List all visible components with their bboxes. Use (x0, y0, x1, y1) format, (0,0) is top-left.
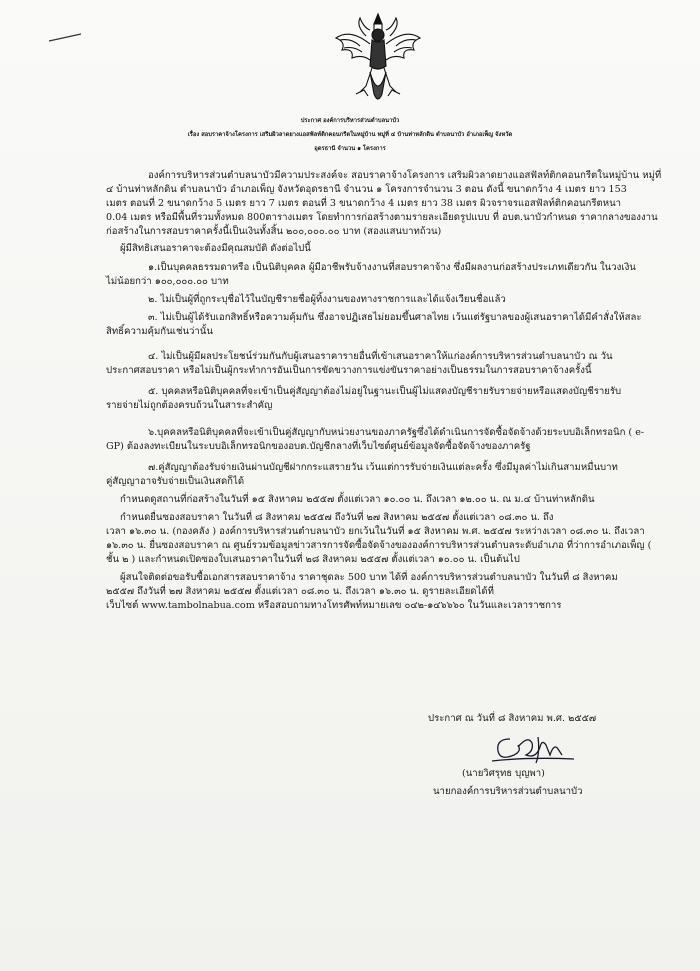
submission-line: เวลา ๑๖.๓๐ น. (กองคลัง ) องค์การบริหารส่วนตำบลนาบัว ยกเว้นในวันที่ ๑๕ สิงหาคม พ.ศ. ๒๕๕๗ ระหว่างเวลา ๐๘.๓๐ น. ถึงเวลา (106, 526, 645, 537)
qualification-item-cont: ไม่น้อยกว่า ๑๐๐,๐๐๐.๐๐ บาท (106, 276, 229, 287)
submission-line: ๑๖.๓๐ น. ยื่นซองสอบราคา ณ ศูนย์รวมข้อมูลข่าวสารการจัดซื้อจัดจ้างขององค์การบริหารส่วนตำบลระดับอำเภอ ที่ว่าการอำเภอเพ็ญ ( (106, 540, 652, 551)
subject-line: เรื่อง สอบราคาจ้างโครงการ เสริมผิวลาดยางแอสฟัลท์ติกคอนกรีตในหมู่บ้าน หมู่ที่ ๔ บ้านท่าหลักดิน ตำบลนาบัว อำเภอเพ็ญ จังหวัด (187, 132, 513, 138)
site-visit-line: กำหนดดูสถานที่ก่อสร้างในวันที่ ๑๕ สิงหาคม ๒๕๕๗ ตั้งแต่เวลา ๑๐.๐๐ น. ถึงเวลา ๑๒.๐๐ น. ณ ม.๔ บ้านท่าหลักดิน (120, 494, 595, 505)
announcement-date: ประกาศ ณ วันที่ ๘ สิงหาคม พ.ศ. ๒๕๕๗ (428, 713, 597, 724)
qualification-item: ๒. ไม่เป็นผู้ที่ถูกระบุชื่อไว้ในบัญชีรายชื่อผู้ทิ้งงานของทางราชการและได้แจ้งเวียนชื่อแล้ว (148, 294, 506, 305)
paragraph-line: องค์การบริหารส่วนตำบลนาบัวมีความประสงค์จะ สอบราคาจ้างโครงการ เสริมผิวลาดยางแอสฟัลท์ติกคอนกรีตในหมู่บ้าน หมู่ที่ (148, 170, 662, 181)
paragraph-line: ๔ บ้านท่าหลักดิน ตำบลนาบัว อำเภอเพ็ญ จังหวัดอุดรธานี จำนวน ๑ โครงการจำนวน 3 ตอน ดังนี้ ขนาดกว้าง 4 เมตร ยาว 153 (106, 184, 627, 195)
paragraph-line: เมตร ตอนที่ 2 ขนาดกว้าง 5 เมตร ยาว 7 เมตร ตอนที่ 3 ขนาดกว้าง 4 เมตร ยาว 38 เมตร ผิวจราจรแอสฟัลท์ติกคอนกรีตหนา (106, 198, 622, 209)
qualification-item: ๖.บุคคลหรือนิติบุคคลที่จะเข้าเป็นคู่สัญญากับหน่วยงานของภาครัฐซึ่งได้ดำเนินการจัดซื้อจัดจ้างด้วยระบบอิเล็กทรอนิก ( e- (148, 427, 645, 438)
documents-line: เว็บไซต์ www.tambolnabua.com หรือสอบถามทางโทรศัพท์หมายเลข ๐๔๒-๑๔๖๖๖๐ ในวันและเวลาราชการ (106, 600, 562, 611)
signatory-position: นายกองค์การบริหารส่วนตำบลนาบัว (433, 786, 583, 797)
qualification-item-cont: GP) ต้องลงทะเบียนในระบบอิเล็กทรอนิกของอบต.บัญชีกลางที่เว็บไซต์ศูนย์ข้อมูลจัดซื้อจัดจ้างของภาครัฐ (106, 441, 531, 452)
subject-line-cont: อุดรธานี จำนวน ๑ โครงการ (314, 146, 386, 152)
qualification-item: ๔. ไม่เป็นผู้มีผลประโยชน์ร่วมกันกับผู้เสนอราคารายอื่นที่เข้าเสนอราคาให้แก่องค์การบริหารส่วนตำบลนาบัว ณ วัน (148, 351, 613, 362)
submission-line: ชั้น ๒ ) และกำหนดเปิดซองใบเสนอราคาในวันที่ ๒๘ สิงหาคม ๒๕๕๗ ตั้งแต่เวลา ๑๐.๐๐ น. เป็นต้นไป (106, 554, 520, 565)
documents-line: ๒๕๕๗ ถึงวันที่ ๒๗ สิงหาคม ๒๕๕๗ ตั้งแต่เวลา ๐๘.๓๐ น. ถึงเวลา ๑๖.๓๐ น. ดูรายละเอียดได้ที่ (106, 586, 494, 597)
qualification-item-cont: ประกาศสอบราคา หรือไม่เป็นผู้กระทำการอันเป็นการขัดขวางการแข่งขันราคาอย่างเป็นธรรมในการสอบราคาจ้างครั้งนี้ (106, 365, 592, 376)
paragraph-line: 0.04 เมตร หรือมีพื้นที่รวมทั้งหมด 800ตารางเมตร โดยทำการก่อสร้างตามรายละเอียดรูปแบบ ที่ อบต.นาบัวกำหนด ราคากลางของงาน (106, 212, 658, 223)
handwritten-signature (488, 733, 578, 767)
qualification-item-cont: สิทธิ์ความคุ้มกันเช่นว่านั้น (106, 326, 213, 337)
qualification-item-cont: คู่สัญญาอาจรับจ่ายเป็นเงินสดก็ได้ (106, 476, 245, 487)
qualification-item: ๗.คู่สัญญาต้องรับจ่ายเงินผ่านบัญชีฝากกระแสรายวัน เว้นแต่การรับจ่ายเงินแต่ละครั้ง ซึ่งมีมูลค่าไม่เกินสามหมื่นบาท (148, 462, 618, 473)
qualification-item: ๑.เป็นบุคคลธรรมดาหรือ เป็นนิติบุคคล ผู้มีอาชีพรับจ้างงานที่สอบราคาจ้าง ซึ่งมีผลงานก่อสร้างประเภทเดียวกัน ในวงเงิน (148, 262, 636, 273)
garuda-emblem (330, 8, 426, 108)
signatory-name: (นายวิศรุทธ บุญพา) (462, 768, 545, 779)
qualification-item: ๕. บุคคลหรือนิติบุคคลที่จะเข้าเป็นคู่สัญญาต้องไม่อยู่ในฐานะเป็นผู้ไม่แสดงบัญชีรายรับรายจ่ายหรือแสดงบัญชีรายรับ (148, 386, 622, 397)
paragraph-line: ก่อสร้างในการสอบราคาครั้งนี้เป็นเงินทั้งสิ้น ๒๐๐,๐๐๐.๐๐ บาท (สองแสนบาทถ้วน) (106, 226, 442, 237)
submission-line: กำหนดยื่นซองสอบราคา ในวันที่ ๘ สิงหาคม ๒๕๕๗ ถึงวันที่ ๒๗ สิงหาคม ๒๕๕๗ ตั้งแต่เวลา ๐๘.๓๐ น. ถึง (120, 512, 554, 523)
qualification-item-cont: รายจ่ายไม่ถูกต้องครบถ้วนในสาระสำคัญ (106, 400, 273, 411)
qualification-item: ๓. ไม่เป็นผู้ได้รับเอกสิทธิ์หรือความคุ้มกัน ซึ่งอาจปฏิเสธไม่ยอมขึ้นศาลไทย เว้นแต่รัฐบาลของผู้เสนอราคาได้มีคำสั่งให้สละ (148, 312, 642, 323)
announcement-title: ประกาศ องค์การบริหารส่วนตำบลนาบัว (300, 118, 400, 124)
qualification-intro: ผู้มีสิทธิเสนอราคาจะต้องมีคุณสมบัติ ดังต่อไปนี้ (120, 243, 311, 254)
documents-line: ผู้สนใจติดต่อขอรับซื้อเอกสารสอบราคาจ้าง ราคาชุดละ 500 บาท ได้ที่ องค์การบริหารส่วนตำบลนาบัว ในวันที่ ๘ สิงหาคม (120, 572, 618, 583)
pen-mark (48, 32, 82, 42)
